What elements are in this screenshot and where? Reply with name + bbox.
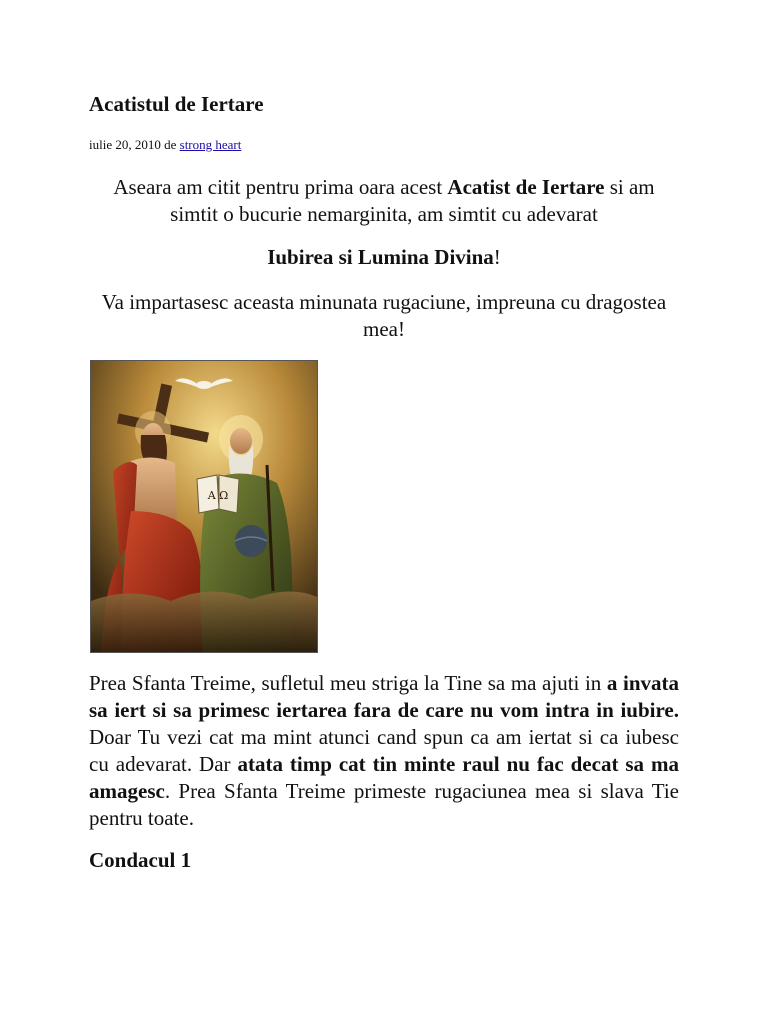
intro-paragraph-2 [89,244,679,271]
prayer-text-2: Doar Tu vezi cat ma mint atunci cand spun ca am iertat si ca iubesc cu adevarat. Dar [89,725,679,776]
article-date: iulie 20, 2010 [89,137,161,152]
book-alpha-omega: A Ω [207,489,229,502]
prayer-text-1: Prea Sfanta Treime, sufletul meu striga la Tine sa ma ajuti in [89,671,607,695]
intro-text: Aseara am citit pentru prima oara acest [113,175,448,199]
holy-trinity-painting [91,361,317,652]
prayer-bold-2: atata timp cat tin minte raul nu fac decat sa ma amagesc [89,752,679,803]
prayer-paragraph [89,670,679,832]
intro-paragraph-1 [89,174,679,228]
globe-orb-icon [235,525,267,557]
holy-trinity-icon-image [90,360,318,653]
section-heading-condacul: Condacul 1 [89,848,192,872]
article-meta [89,137,241,153]
cloud-base [91,591,317,652]
intro-bold-title: Acatist de Iertare [447,175,605,199]
byline-separator: de [160,137,180,152]
author-link[interactable]: strong heart [179,137,242,152]
article-title: Acatistul de Iertare [89,92,264,116]
prayer-text-3: . Prea Sfanta Treime primeste rugaciunea mea si slava Tie pentru toate. [89,779,679,830]
intro-paragraph-3: Va impartasesc aceasta minunata rugaciune, impreuna cu dragostea mea! [101,290,667,341]
divine-love-bold: Iubirea si Lumina Divina [267,245,494,269]
exclamation: ! [493,245,501,269]
intro-text-continued: si am simtit o bucurie nemarginita, am simtit cu adevarat [170,175,655,226]
prayer-bold-1: a invata sa iert si sa primesc iertarea fara de care nu vom intra in iubire. [89,671,679,722]
